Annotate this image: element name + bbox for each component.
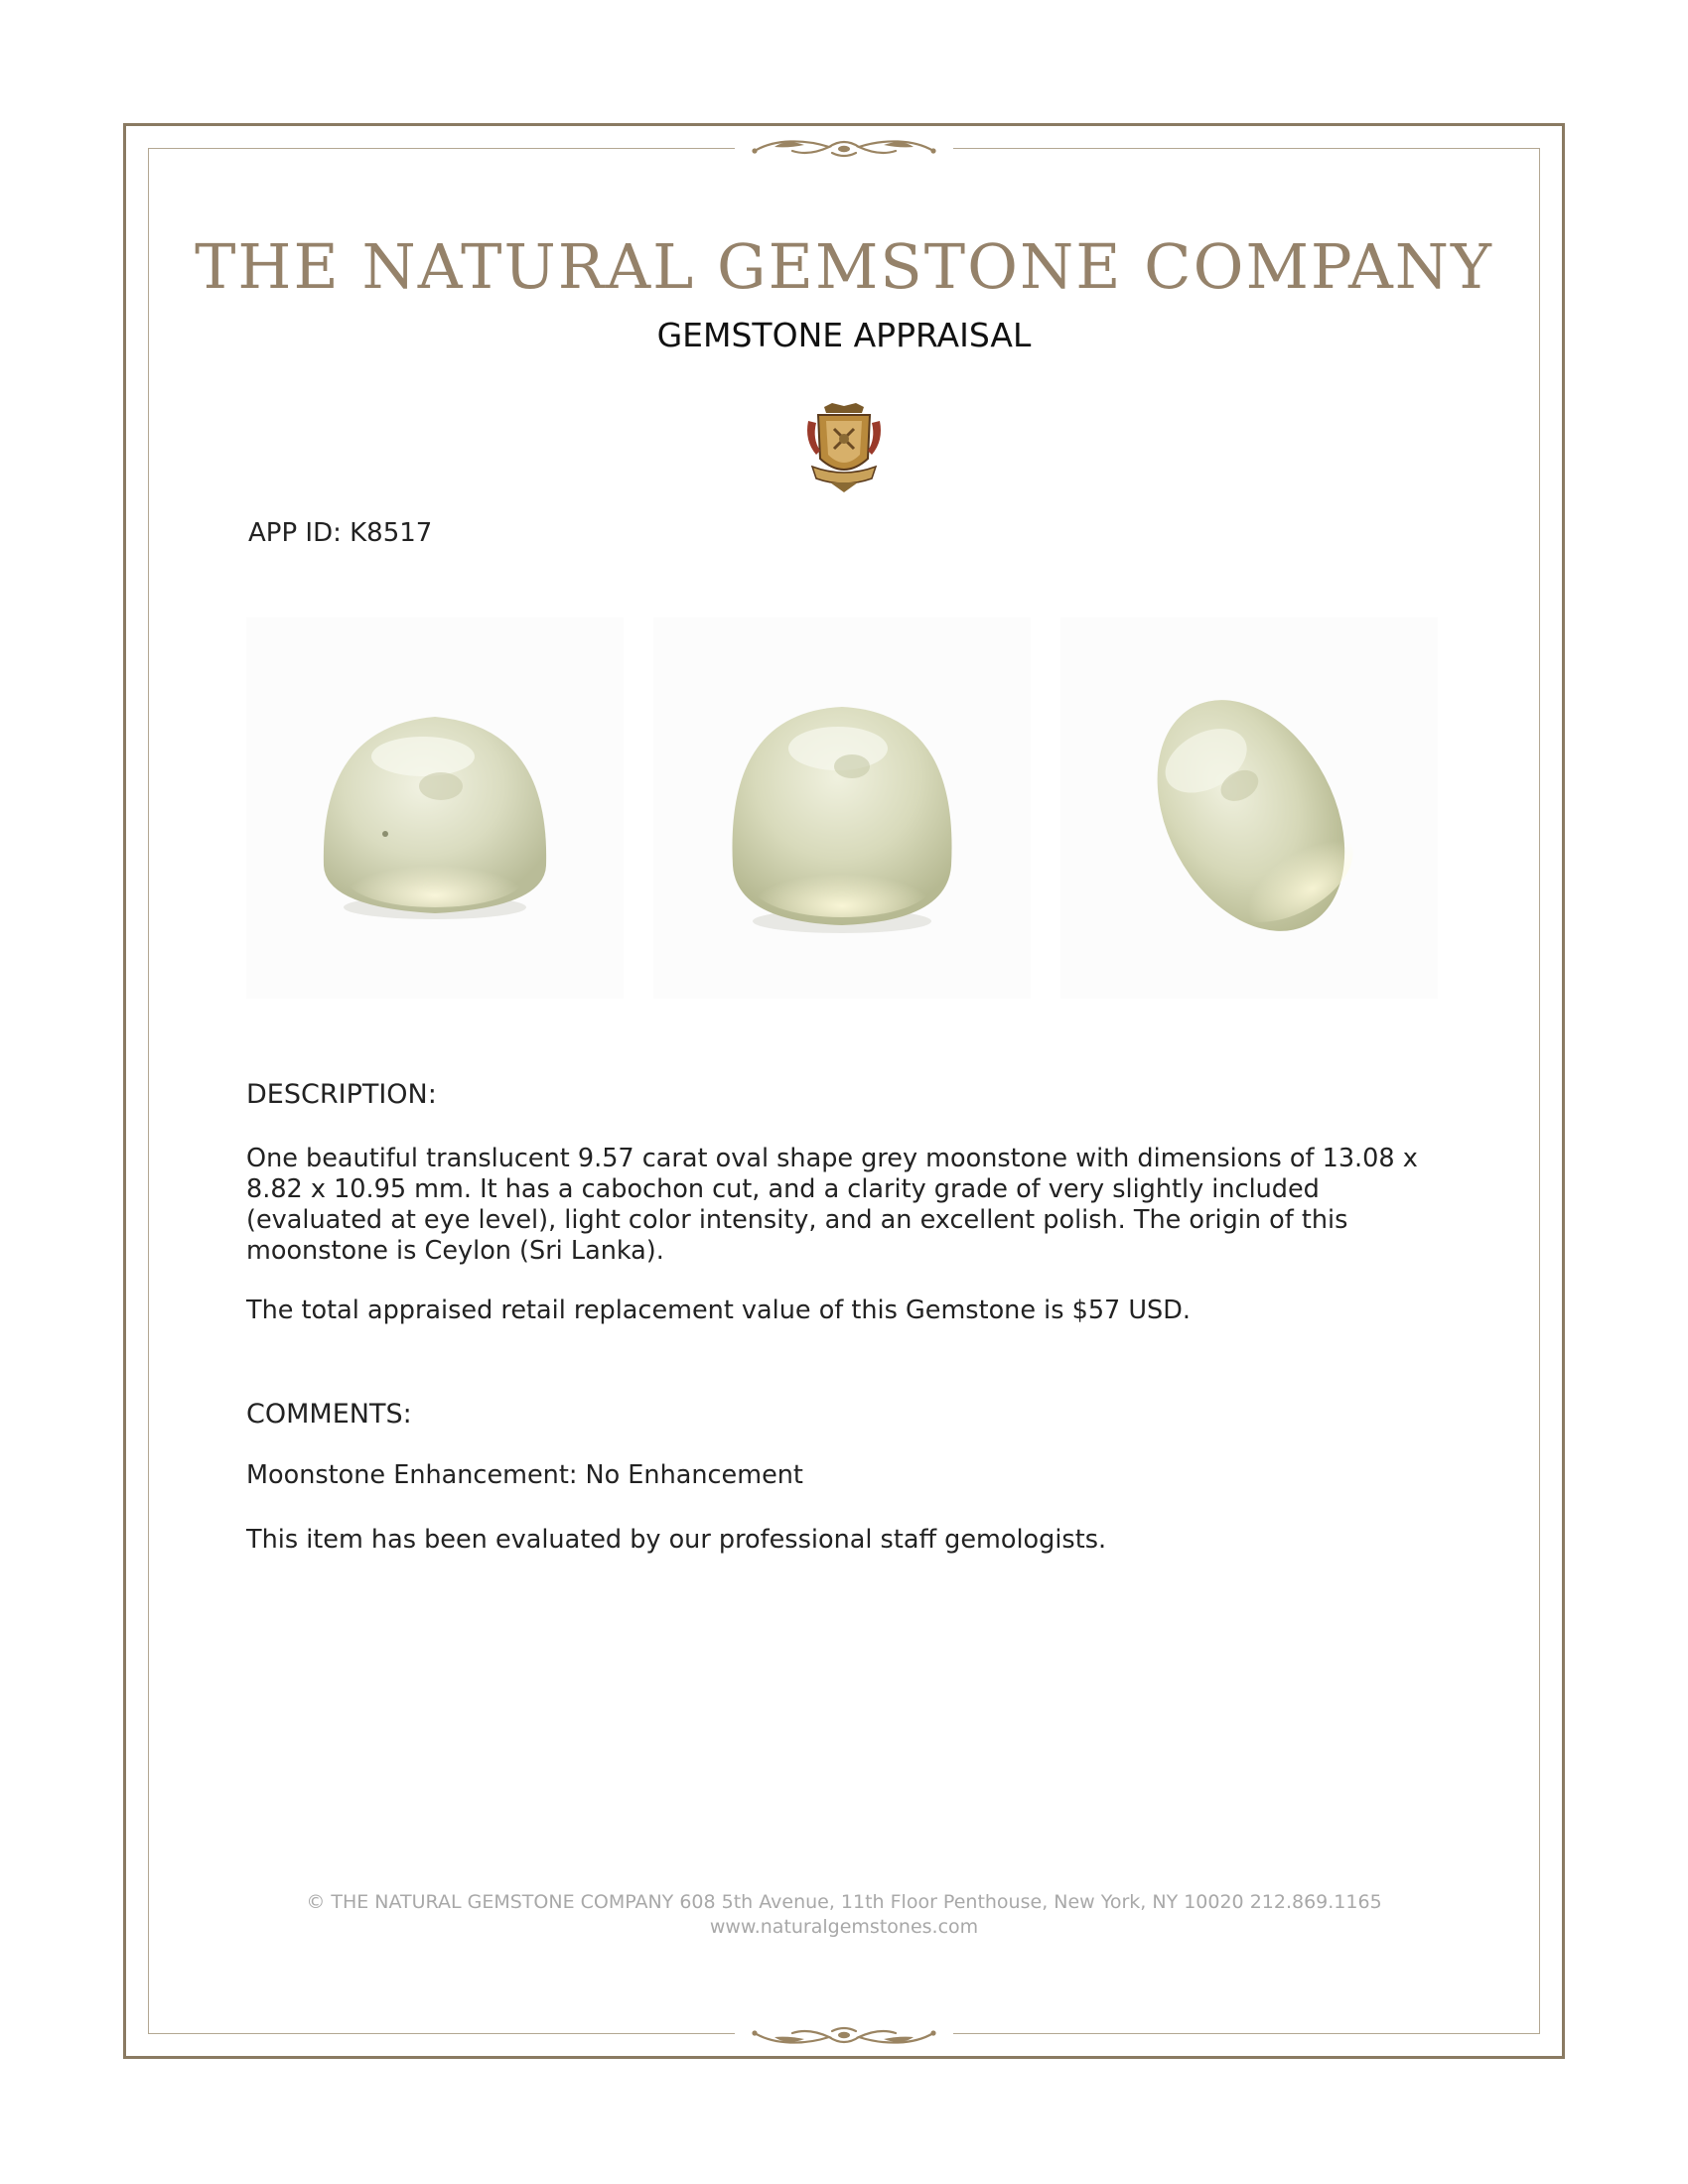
moonstone-photo-side [1060, 617, 1438, 999]
footer-address: © THE NATURAL GEMSTONE COMPANY 608 5th Avenue, 11th Floor Penthouse, New York, NY 10020 212.869.1165 [306, 1891, 1382, 1913]
top-flourish-ornament [735, 129, 953, 169]
evaluation-comment: This item has been evaluated by our professional staff gemologists. [246, 1525, 1107, 1555]
enhancement-comment: Moonstone Enhancement: No Enhancement [246, 1460, 803, 1490]
appraised-value-statement: The total appraised retail replacement value of this Gemstone is $57 USD. [246, 1296, 1191, 1325]
description-heading: DESCRIPTION: [246, 1079, 437, 1110]
footer-website-link[interactable]: www.naturalgemstones.com [709, 1916, 979, 1938]
description-paragraph: One beautiful translucent 9.57 carat oval shape grey moonstone with dimensions of 13.08 x 8.82 x 10.95 mm. It has a cabochon cut, and a clarity grade of very slightly included (evaluated at eye level), light color intensity, and an excellent polish. The origin of this moonstone is Ceylon (Sri Lanka). [246, 1144, 1418, 1266]
app-id-label: APP ID: [248, 518, 342, 548]
company-name-heading: THE NATURAL GEMSTONE COMPANY [195, 230, 1493, 303]
app-id-value: K8517 [350, 518, 433, 548]
moonstone-photo-angle [653, 617, 1031, 999]
document-title: GEMSTONE APPRAISAL [656, 316, 1032, 354]
moonstone-photo-front [246, 617, 624, 999]
app-id [248, 518, 432, 548]
comments-heading: COMMENTS: [246, 1399, 412, 1430]
crest-icon [802, 401, 886, 494]
bottom-flourish-ornament [735, 2015, 953, 2055]
